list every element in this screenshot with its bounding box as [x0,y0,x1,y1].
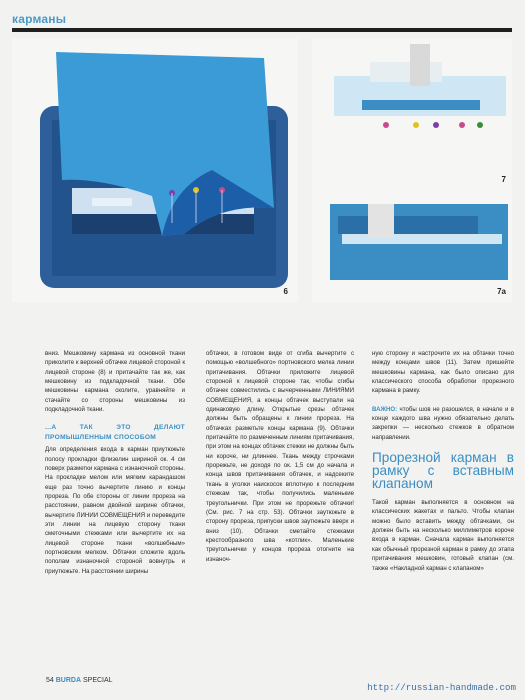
header-rule [12,28,512,32]
important-note [372,405,514,442]
figure-6 [12,38,298,302]
magazine-issue: SPECIAL [82,677,113,684]
page-number: 54 [46,677,54,684]
figure-7a-illustration [312,190,512,302]
column-2-body: обтачки, в готовом виде от сгиба вычертите с помощью «волшебного» портновского мелка линии притачивания. Обтачки приложите лицевой стороной к лицевой стороне так, чтобы сгибы обтачек совместились с вычерченными ЛИНИЯМИ СОВМЕЩЕНИЯ, а концы обтачек выступали на одинаковую длину. Открытые срезы обтачек должны быть обращены к линии прореза. На обтачках разметьте концы кармана (9). Обтачки притачайте по размеченным линиям притачивания, при этом на концах обтачек стежки не должны быть ни короче, ни длиннее. Ткань между строчками прорежьте, не доходя по ок. 1,5 см до начала и конца швов притачивания обтачек, и надсеките ткань в уголки наискосок вплотную к последним стежкам так, чтобы получились маленькие треугольнички. При этом не прорежьте обтачки! (См. рис. 7 на стр. 53). Обтачки заутюжьте в сторону прореза, припуски швов заутюжьте вверх и вниз (10). Обтачки сметайте стежками крестообразного шва «котлик». Маленькие треугольнички у концов прореза отогните на изнаноч- [206,350,354,563]
figure-7-label: 7 [501,175,506,184]
text-column-2 [206,349,354,573]
section-heading: карманы [12,12,67,26]
figure-6-illustration [12,38,298,302]
figure-7-illustration [312,38,512,190]
column-1-intro: вниз. Мешковину кармана из основной ткани приколите к верхней обтачке лицевой стороной к лицевой стороне (8) и притачайте так же, как мешковину из подкладочной ткани. Обе мешковины кармана сколите, уравняйте и стачайте со стороны мешковины из подкладочной ткани. [45,350,185,414]
figure-7a-label: 7a [497,287,506,296]
watermark: http://russian-handmade.com [367,682,516,693]
figure-6-label: 6 [283,287,288,296]
magazine-brand: BURDA [55,677,82,684]
text-column-3 [372,349,514,582]
figure-7a [312,190,512,302]
text-column-1 [45,349,185,585]
column-3-intro: ную сторону и настрочите их на обтачки точно между концами швов (11). Затем пришейте мешковины кармана, как было описано для классического способа обработки прорезного кармана в рамку. [372,350,514,395]
section-title: Прорезной карман в рамку с вставным клапаном [372,450,514,492]
important-note-lead: ВАЖНО: [372,405,398,413]
page-footer [46,677,113,684]
column-3-body: Такой карман выполняется в основном на классических жакетах и пальто. Чтобы клапан можно было вставить между обтачками, он должен быть на несколько миллиметров короче входа в карман. Сначала карман выполняется как обычный прорезной карман в рамку до этапа притачивания мешковин, готовый клапан (см. также «Накладной карман с клапаном» [372,499,514,572]
figure-7 [312,38,512,190]
important-note-text: чтобы шов не разошелся, в начале и в конце каждого шва нужно обязательно делать закрепки — несколько стежков в обратном направлении. [372,405,514,441]
column-1-body: Для определения входа в карман приутюжьте полосу прокладки флизелин шириной ок. 4 см поверх разметки кармана с изнаночной стороны. На прокладке мелом или мягким карандашом еще раз точно вычертите линию и концы прореза. По обе стороны от линии прореза на расстоянии, равном двойной ширине обтачки, вычертите ЛИНИИ СОВМЕЩЕНИЯ и переведите эти линии на лицевую сторону ткани сметочными стежками или вычертите их на лицевой стороне ткани «волшебным» портновским мелком. Обтачки сложите вдоль пополам изнаночной стороной вовнутрь и приутюжьте. На расстоянии ширины [45,446,185,575]
industrial-method-subhead: ...А ТАК ЭТО ДЕЛАЮТ ПРОМЫШЛЕННЫМ СПОСОБОМ [45,424,185,441]
